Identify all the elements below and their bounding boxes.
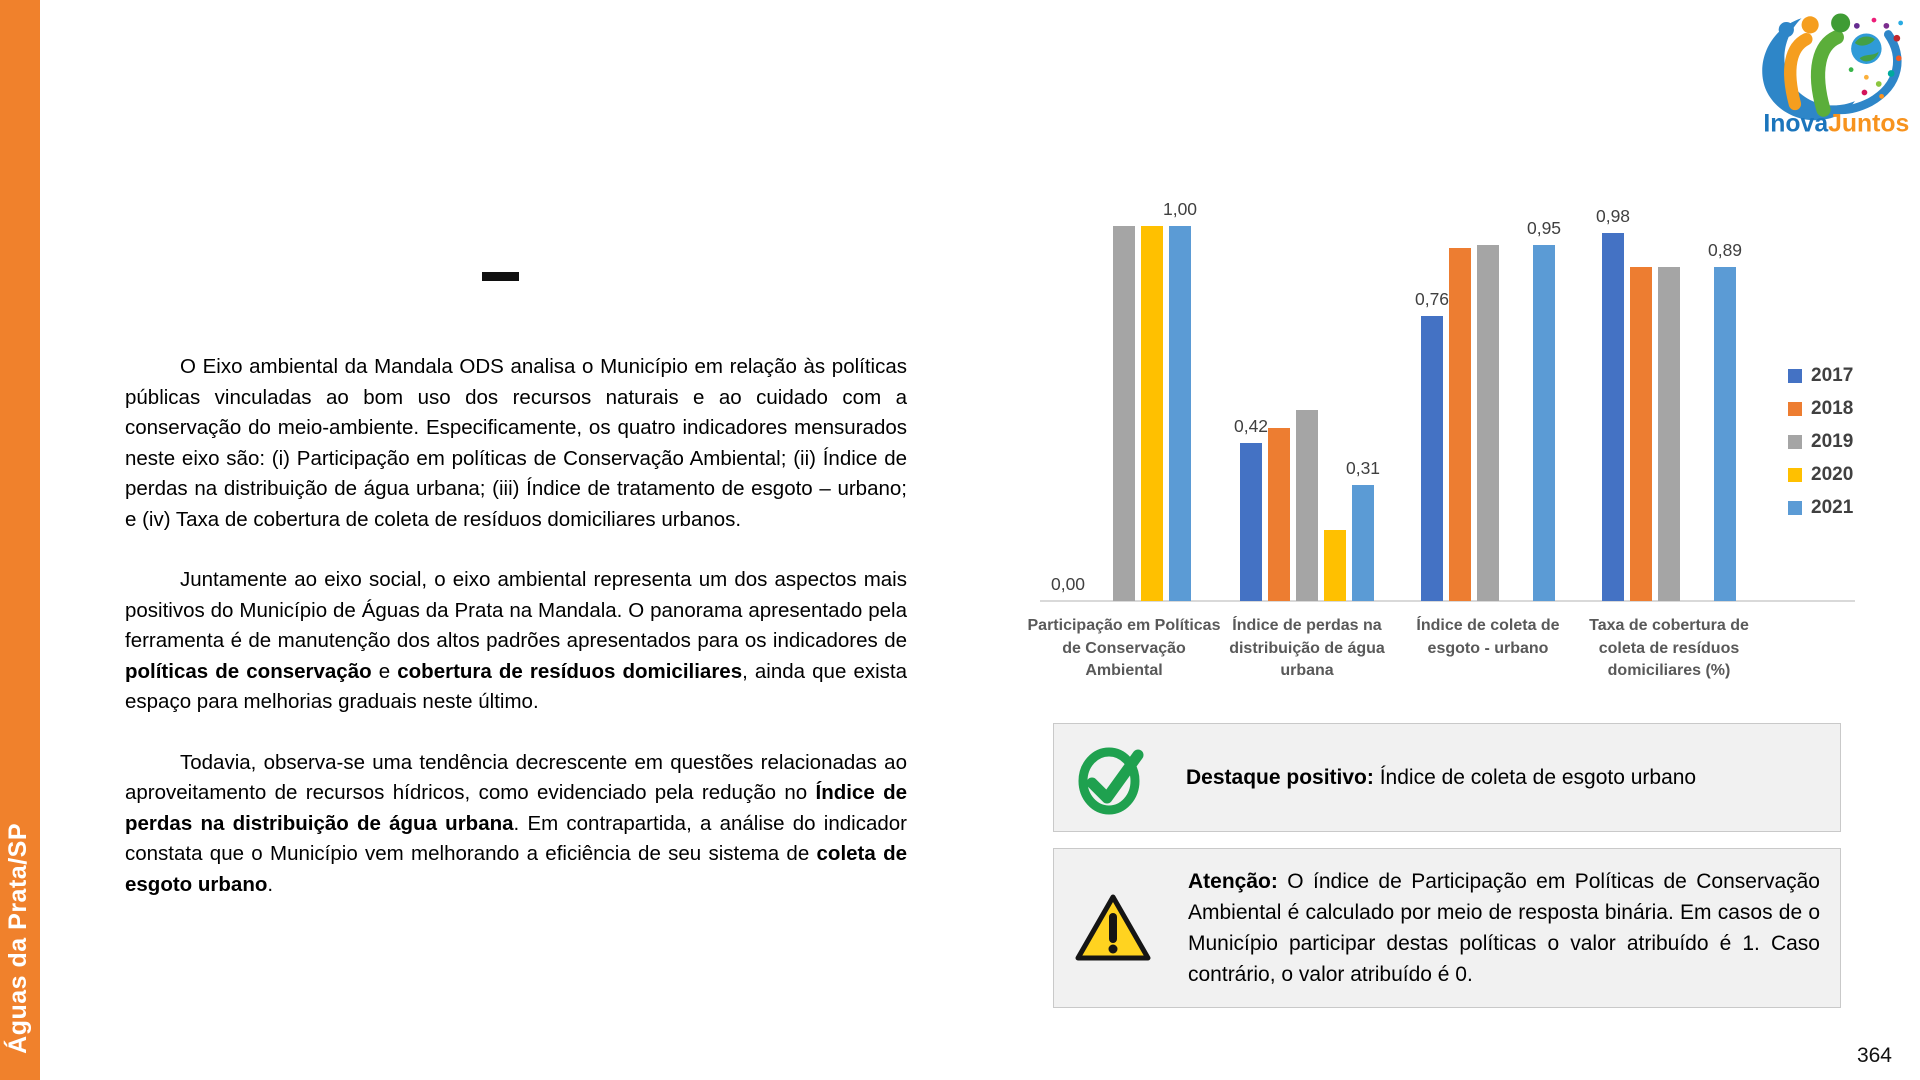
attention-label: Atenção: bbox=[1188, 870, 1278, 893]
bar-2020-cat2 bbox=[1324, 530, 1346, 601]
title-dash bbox=[482, 272, 519, 281]
positive-highlight-text bbox=[1186, 762, 1820, 793]
bar-2017-cat4 bbox=[1602, 233, 1624, 601]
logo-person-blue-head bbox=[1779, 22, 1794, 37]
legend-item-2017 bbox=[1788, 366, 1853, 386]
sidebar-municipality-label: Águas da Prata/SP bbox=[4, 823, 32, 1054]
page-number: 364 bbox=[1856, 1044, 1892, 1067]
category-label-3: Índice de coleta de esgoto - urbano bbox=[1416, 617, 1560, 657]
legend-label-2018: 2018 bbox=[1811, 398, 1854, 419]
attention-body: O índice de Participação em Políticas de Conservação Ambiental é calculado por meio de resposta binária. Em casos de o Município participar destas políticas o valor atribuído é 1. Caso contrário, o valor atribuído é 0. bbox=[1188, 870, 1820, 986]
positive-highlight-value: Índice de coleta de esgoto urbano bbox=[1373, 766, 1697, 789]
attention-text bbox=[1188, 866, 1820, 990]
legend-label-2020: 2020 bbox=[1811, 464, 1854, 485]
paragraph-2: Juntamente ao eixo social, o eixo ambiental representa um dos aspectos mais positivos do Município de Águas da Prata na Mandala. O panorama apresentado pela ferramenta é de manutenção dos altos padrões apresentados para os indicadores de políticas de conservação e cobertura de resíduos domiciliares, ainda que exista espaço para melhorias graduais neste último. bbox=[125, 568, 908, 713]
category-label-1: Participação em Políticas de Conservação Ambiental bbox=[1027, 617, 1221, 679]
bar-2021-cat4 bbox=[1714, 267, 1736, 601]
chart-legend bbox=[1788, 366, 1853, 531]
positive-highlight-box bbox=[1053, 723, 1841, 832]
legend-swatch-2019 bbox=[1788, 435, 1802, 449]
bar-value-label-2017-cat3: 0,76 bbox=[1414, 289, 1450, 309]
bar-2018-cat3 bbox=[1449, 248, 1471, 601]
bar-value-label-2021-cat4: 0,89 bbox=[1707, 240, 1743, 260]
legend-swatch-2017 bbox=[1788, 369, 1802, 383]
bar-value-label-2017-cat2: 0,42 bbox=[1233, 416, 1269, 436]
logo-person-green-head bbox=[1831, 13, 1850, 32]
check-circle-icon bbox=[1074, 740, 1150, 816]
legend-item-2020 bbox=[1788, 465, 1853, 485]
bar-value-label-2021-cat2: 0,31 bbox=[1345, 458, 1381, 478]
legend-item-2019 bbox=[1788, 432, 1853, 452]
logo-wordmark: InovaJuntos bbox=[1763, 110, 1910, 138]
legend-label-2021: 2021 bbox=[1811, 497, 1854, 518]
bar-value-label-2021-cat3: 0,95 bbox=[1526, 218, 1562, 238]
sidebar-strip bbox=[0, 0, 40, 1080]
chart-plot-area bbox=[1040, 199, 1855, 601]
legend-label-2017: 2017 bbox=[1811, 365, 1854, 386]
bar-2020-cat1 bbox=[1141, 226, 1163, 601]
bar-2018-cat2 bbox=[1268, 428, 1290, 601]
bar-2019-cat1 bbox=[1113, 226, 1135, 601]
category-label-4: Taxa de cobertura de coleta de resíduos domiciliares (%) bbox=[1589, 617, 1749, 679]
legend-item-2021 bbox=[1788, 498, 1853, 518]
warning-triangle-icon bbox=[1074, 892, 1152, 964]
body-text-column bbox=[125, 352, 907, 930]
bar-2017-cat3 bbox=[1421, 316, 1443, 601]
logo-person-orange-head bbox=[1802, 16, 1819, 33]
legend-item-2018 bbox=[1788, 399, 1853, 419]
bar-2021-cat3 bbox=[1533, 245, 1555, 601]
bar-2019-cat3 bbox=[1477, 245, 1499, 601]
bar-2019-cat4 bbox=[1658, 267, 1680, 601]
paragraph-3: Todavia, observa-se uma tendência decrescente em questões relacionadas ao aproveitamento de recursos hídricos, como evidenciado pela redução no Índice de perdas na distribuição de água urbana. Em contrapartida, a análise do indicador constata que o Município vem melhorando a eficiência de seu sistema de coleta de esgoto urbano. bbox=[125, 750, 908, 896]
legend-label-2019: 2019 bbox=[1811, 431, 1854, 452]
bar-value-label-2017-cat4: 0,98 bbox=[1595, 206, 1631, 226]
bar-value-label-2021-cat1: 1,00 bbox=[1162, 199, 1198, 219]
bar-2017-cat2 bbox=[1240, 443, 1262, 601]
paragraph-1: O Eixo ambiental da Mandala ODS analisa o Município em relação às políticas públicas vinculadas ao bom uso dos recursos naturais e ao cuidado com a conservação do meio-ambiente. Especificamente, os quatro indicadores mensurados neste eixo são: (i) Participação em políticas de Conservação Ambiental; (ii) Índice de perdas na distribuição de água urbana; (iii) Índice de tratamento de esgoto – urbano; e (iv) Taxa de cobertura de coleta de resíduos domiciliares urbanos. bbox=[125, 355, 907, 531]
positive-highlight-label: Destaque positivo: bbox=[1186, 766, 1374, 789]
inovajuntos-logo bbox=[1752, 6, 1914, 140]
legend-swatch-2018 bbox=[1788, 402, 1802, 416]
attention-box bbox=[1053, 848, 1841, 1008]
bar-2018-cat4 bbox=[1630, 267, 1652, 601]
category-label-2: Índice de perdas na distribuição de água urbana bbox=[1229, 617, 1385, 679]
bar-2021-cat2 bbox=[1352, 485, 1374, 601]
legend-swatch-2021 bbox=[1788, 501, 1802, 515]
logo-person-green-body bbox=[1818, 37, 1837, 109]
bar-value-label-2017-cat1: 0,00 bbox=[1050, 574, 1086, 594]
bar-2019-cat2 bbox=[1296, 410, 1318, 601]
bar-2021-cat1 bbox=[1169, 226, 1191, 601]
logo-person-orange-body bbox=[1790, 39, 1806, 104]
legend-swatch-2020 bbox=[1788, 468, 1802, 482]
